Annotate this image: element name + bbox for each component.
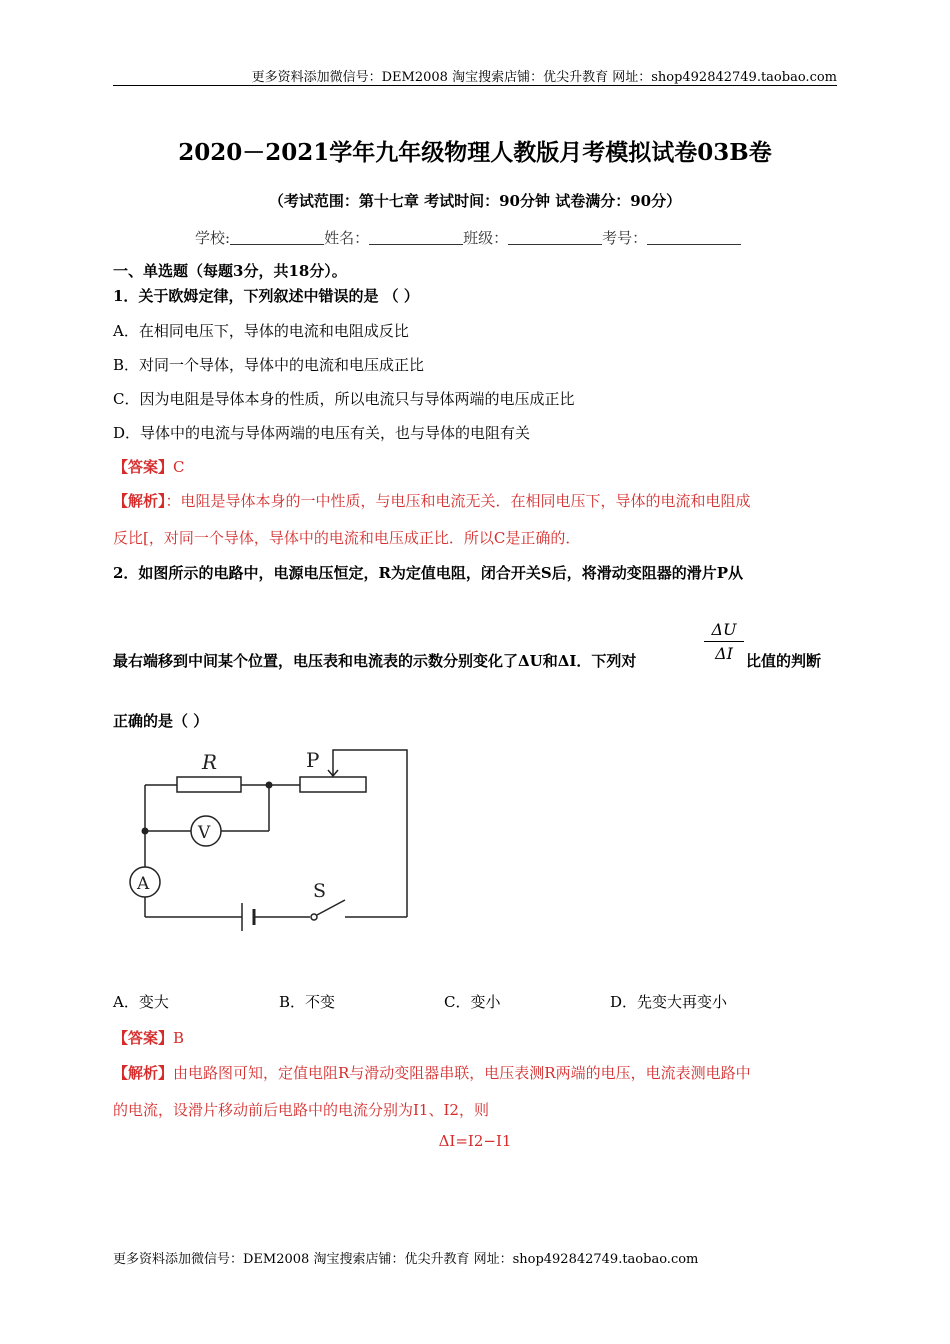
switch-blade [317, 900, 345, 915]
q1-option-d: D．导体中的电流与导体两端的电压有关，也与导体的电阻有关 [113, 424, 531, 442]
school-blank [230, 230, 324, 245]
q1-analysis-line2: 反比[，对同一个导体，导体中的电流和电压成正比．所以C是正确的． [113, 529, 581, 547]
exam-info: （考试范围：第十七章 考试时间：90分钟 试卷满分：90分） [268, 192, 682, 210]
rheostat [300, 777, 366, 792]
q2-analysis-line1 [113, 1062, 751, 1083]
junction-dot [142, 828, 149, 835]
junction-dot [266, 782, 273, 789]
slider-wire [333, 750, 407, 917]
school-label: 学校: [195, 229, 231, 247]
q2-option-b: B．不变 [279, 993, 336, 1011]
q1-analysis-text: ：电阻是导体本身的一中性质，与电压和电流无关．在相同电压下，导体的电流和电阻成 [165, 492, 751, 510]
class-blank [508, 230, 602, 245]
section-heading: 一、单选题（每题3分，共18分）。 [113, 262, 347, 280]
resistor-r [177, 777, 241, 792]
q1-option-b: B．对同一个导体，导体中的电流和电压成正比 [113, 356, 425, 374]
q1-answer-value: C [173, 458, 185, 476]
number-blank [647, 230, 741, 245]
q1-analysis-line1 [113, 490, 751, 511]
switch-pivot [311, 914, 317, 920]
q2-stem-line3: 正确的是（ ） [113, 712, 209, 730]
q1-analysis-label: 【解析】 [113, 492, 166, 510]
q1-answer-label: 【答案】 [113, 458, 174, 476]
name-blank [369, 230, 463, 245]
q2-analysis-text: 由电路图可知，定值电阻R与滑动变阻器串联，电压表测R两端的电压，电流表测电路中 [173, 1064, 751, 1082]
q1-answer [113, 456, 185, 477]
q2-option-a: A．变大 [113, 993, 169, 1011]
circuit-diagram [120, 745, 420, 940]
header-text: 更多资料添加微信号：DEM2008 淘宝搜索店铺：优尖升教育 网址：shop492842749.taobao.com [251, 70, 837, 85]
q2-answer-value: B [173, 1029, 185, 1047]
label-p: P [306, 748, 320, 772]
class-label: 班级： [463, 229, 509, 247]
q2-analysis-line2: 的电流，设滑片移动前后电路中的电流分别为I1、I2，则 [113, 1101, 489, 1119]
q2-stem-line1: 2．如图所示的电路中，电源电压恒定，R为定值电阻，闭合开关S后，将滑动变阻器的滑片P从 [113, 564, 744, 582]
q1-option-c: C．因为电阻是导体本身的性质，所以电流只与导体两端的电压成正比 [113, 390, 575, 408]
fraction-denominator: ΔI [715, 644, 733, 663]
fraction-numerator: ΔU [704, 620, 744, 642]
q2-stem-line2: 最右端移到中间某个位置，电压表和电流表的示数分别变化了ΔU和ΔI．下列对 [113, 652, 637, 670]
q2-option-c: C．变小 [444, 993, 501, 1011]
voltmeter-icon: V [198, 823, 211, 843]
page-title: 2020－2021学年九年级物理人教版月考模拟试卷03B卷 [178, 139, 772, 166]
footer-text: 更多资料添加微信号：DEM2008 淘宝搜索店铺：优尖升教育 网址：shop492842749.taobao.com [113, 1252, 699, 1267]
student-info-row [195, 227, 741, 248]
label-s: S [313, 880, 327, 902]
header-divider [113, 85, 837, 86]
q1-option-a: A．在相同电压下，导体的电流和电阻成反比 [113, 322, 409, 340]
q2-stem-line2-end: 比值的判断 [746, 652, 822, 670]
ammeter-icon: A [137, 874, 150, 894]
q2-answer-label: 【答案】 [113, 1029, 174, 1047]
name-label: 姓名： [324, 229, 370, 247]
q1-stem: 1．关于欧姆定律，下列叙述中错误的是 （ ） [113, 287, 419, 305]
q2-analysis-label: 【解析】 [113, 1064, 174, 1082]
delta-ratio-fraction [704, 620, 744, 663]
q2-answer [113, 1027, 184, 1048]
number-label: 考号： [602, 229, 648, 247]
q2-option-d: D．先变大再变小 [610, 993, 728, 1011]
q2-formula: ΔI=I2−I1 [438, 1132, 512, 1150]
label-r: R [202, 750, 218, 774]
